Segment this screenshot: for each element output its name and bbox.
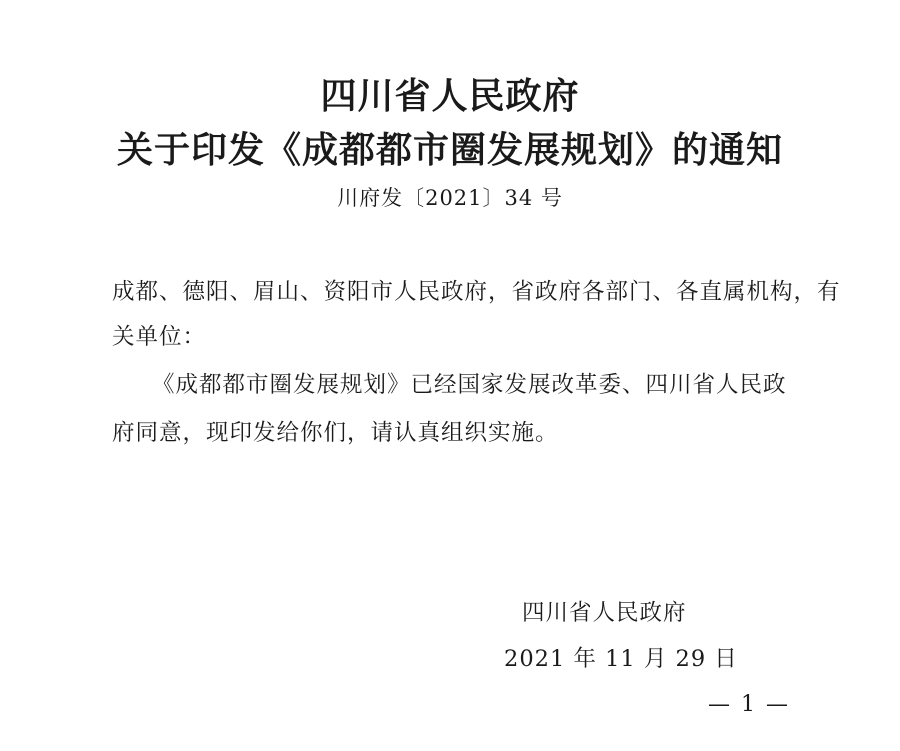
addressee-line-2: 关单位： — [112, 324, 207, 350]
document-number: 川府发〔2021〕34 号 — [337, 186, 563, 210]
addressee-line-1: 成都、德阳、眉山、资阳市人民政府，省政府各部门、各直属机构，有 — [112, 279, 841, 305]
page-number: — 1 — — [708, 692, 790, 717]
body-paragraph-line-1: 《成都都市圈发展规划》已经国家发展改革委、四川省人民政 — [152, 372, 787, 398]
body-paragraph-line-2: 府同意，现印发给你们，请认真组织实施。 — [112, 420, 559, 446]
signature-date: 2021 年 11 月 29 日 — [504, 646, 738, 672]
signature-organization: 四川省人民政府 — [522, 600, 687, 626]
document-title-line-2: 关于印发《成都都市圈发展规划》的通知 — [116, 129, 783, 171]
document-title-line-1: 四川省人民政府 — [320, 75, 580, 117]
